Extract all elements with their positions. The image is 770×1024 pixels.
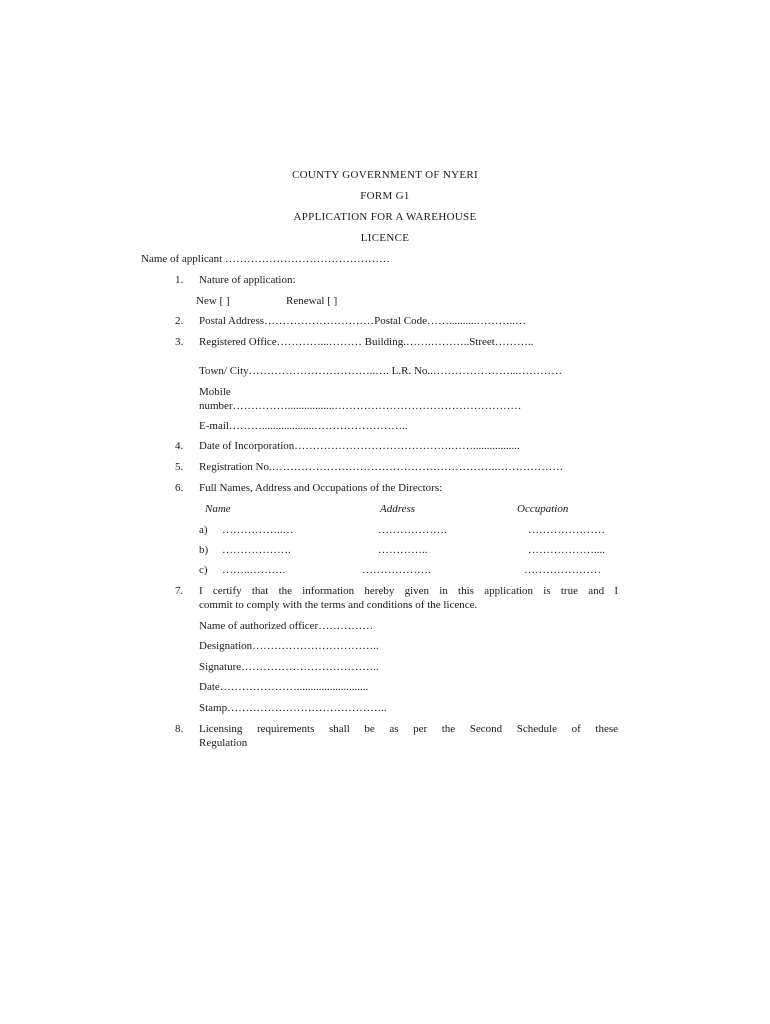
item-number: 5.	[175, 461, 184, 473]
directors-label: Full Names, Address and Occupations of the Directors:	[199, 482, 443, 494]
registered-office-field: Registered Office…………...……… Building.…….………..Street………..	[199, 336, 534, 348]
applicant-name-field: Name of applicant ………………………………………	[141, 253, 390, 265]
form-number: FORM G1	[360, 190, 410, 202]
director-address-field: ……………….	[362, 564, 431, 576]
date-field: Date…………………..........................	[199, 681, 369, 693]
postal-address-field: Postal Address…………………………Postal Code……..........………..…	[199, 315, 526, 327]
registration-number-field: Registration No.……………………………………………………..………………	[199, 461, 564, 473]
date-of-incorporation-field: Date of Incorporation…………………………………….…….................	[199, 440, 520, 452]
directors-address-column: Address	[380, 503, 416, 515]
item-number: 6.	[175, 482, 184, 494]
stamp-field: Stamp……………………………………..	[199, 702, 387, 714]
designation-field: Designation……………………………..	[199, 640, 379, 652]
signature-field: Signature………………………………..	[199, 661, 379, 673]
form-title-line1: APPLICATION FOR A WAREHOUSE	[293, 211, 477, 223]
town-city-field: Town/ City……………………………..…. L.R. No..…………………...…………	[199, 365, 563, 377]
mobile-label: Mobile	[199, 386, 231, 398]
director-name-field: ……………….	[222, 544, 291, 556]
licensing-requirements-line2: Regulation	[199, 737, 248, 749]
mobile-number-field: number…………….................……………………………………………	[199, 400, 522, 412]
director-name-field: ……………..…	[222, 524, 294, 536]
email-field: E-mail………...................……………………..	[199, 420, 408, 432]
item-number: 7.	[175, 585, 184, 597]
director-occupation-field: …………………	[524, 564, 601, 576]
item-number: 4.	[175, 440, 184, 452]
certification-line2: commit to comply with the terms and conditions of the licence.	[199, 599, 478, 611]
item-number: 3.	[175, 336, 184, 348]
form-title-line2: LICENCE	[360, 232, 410, 244]
directors-occupation-column: Occupation	[517, 503, 569, 515]
item-number: 8.	[175, 723, 184, 735]
director-address-field: …………..	[378, 544, 428, 556]
licensing-requirements-line1: Licensing requirements shall be as per the Second Schedule of these	[199, 723, 618, 735]
director-occupation-field: …………………	[528, 524, 605, 536]
nature-of-application-label: Nature of application:	[199, 274, 296, 286]
director-name-field: ……..……….	[222, 564, 286, 576]
county-heading: COUNTY GOVERNMENT OF NYERI	[292, 169, 478, 181]
directors-name-column: Name	[205, 503, 231, 515]
new-checkbox[interactable]: New [ ]	[196, 295, 230, 307]
renewal-checkbox[interactable]: Renewal [ ]	[286, 295, 338, 307]
director-occupation-field: ………………....	[528, 544, 605, 556]
certification-line1: I certify that the information hereby given in this application is true and I	[199, 585, 618, 597]
item-number: 2.	[175, 315, 184, 327]
authorized-officer-field: Name of authorized officer……………	[199, 620, 374, 632]
item-number: 1.	[175, 274, 184, 286]
director-row-label: c)	[199, 564, 208, 576]
director-row-label: a)	[199, 524, 208, 536]
director-row-label: b)	[199, 544, 209, 556]
director-address-field: ……………….	[378, 524, 447, 536]
